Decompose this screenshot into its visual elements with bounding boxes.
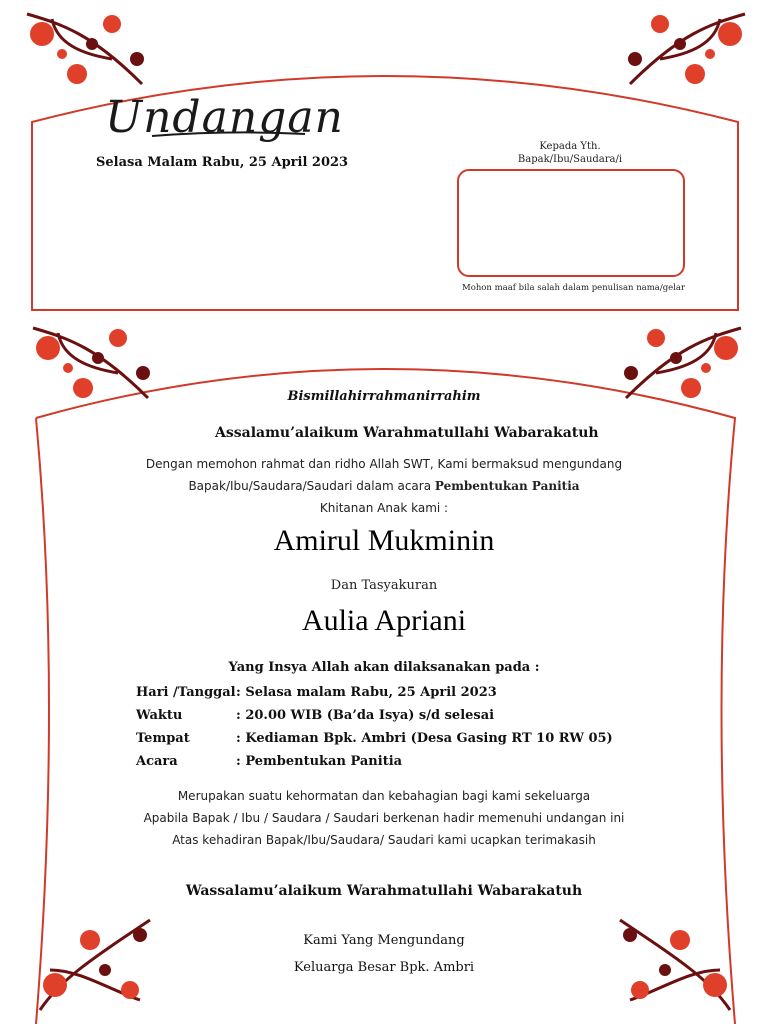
title-swash — [150, 128, 310, 142]
dan-tasyakuran: Dan Tasyakuran — [330, 578, 438, 593]
kepada-line2: Bapak/Ibu/Saudara/i — [517, 154, 623, 165]
detail-label-date: Hari /Tanggal — [136, 685, 236, 700]
apology-note: Mohon maaf bila salah dalam penulisan nama/gelar — [462, 283, 686, 293]
envelope-title: Undangan — [105, 92, 344, 143]
flower-ornament-top-left — [22, 4, 162, 96]
intro-line-2 — [0, 479, 768, 493]
wassalam-heading: Wassalamu’alaikum Warahmatullahi Wabarakatuh — [185, 883, 583, 899]
event-name-emphasis: Pembentukan Panitia — [434, 479, 580, 493]
intro-line-3: Khitanan Anak kami : — [319, 501, 449, 515]
kepada-line1: Kepada Yth. — [539, 141, 601, 152]
recipient-heading — [500, 140, 640, 166]
child-name-2: Aulia Apriani — [301, 604, 467, 637]
detail-label-time: Waktu — [136, 708, 183, 723]
flower-ornament-top-right — [610, 4, 750, 96]
bismillah-heading: Bismillahirrahmanirrahim — [287, 389, 481, 404]
detail-label-event: Acara — [136, 754, 178, 769]
detail-value-event: : Pembentukan Panitia — [236, 754, 403, 769]
event-lead: Yang Insya Allah akan dilaksanakan pada : — [228, 660, 540, 675]
closing-line-2: Apabila Bapak / Ibu / Saudara / Saudari berkenan hadir memenuhi undangan ini — [143, 811, 625, 825]
signature-line-2: Keluarga Besar Bpk. Ambri — [293, 960, 475, 975]
intro-line-1: Dengan memohon rahmat dan ridho Allah SWT, Kami bermaksud mengundang — [145, 457, 623, 471]
child-name-1: Amirul Mukminin — [273, 524, 495, 557]
envelope-date: Selasa Malam Rabu, 25 April 2023 — [96, 155, 349, 170]
intro-line-2-text: Bapak/Ibu/Saudara/Saudari dalam acara — [188, 479, 435, 493]
closing-line-1: Merupakan suatu kehormatan dan kebahagian bagi kami sekeluarga — [177, 789, 591, 803]
signature-line-1: Kami Yang Mengundang — [303, 933, 465, 948]
detail-label-place: Tempat — [136, 731, 190, 746]
closing-line-3: Atas kehadiran Bapak/Ibu/Saudara/ Saudari kami ucapkan terimakasih — [172, 833, 596, 847]
salam-heading: Assalamu’alaikum Warahmatullahi Wabarakatuh — [215, 425, 599, 441]
detail-value-place: : Kediaman Bpk. Ambri (Desa Gasing RT 10 RW 05) — [236, 731, 613, 746]
detail-value-time: : 20.00 WIB (Ba’da Isya) s/d selesai — [236, 708, 495, 723]
recipient-address-box — [457, 169, 685, 277]
detail-value-date: : Selasa malam Rabu, 25 April 2023 — [236, 685, 497, 700]
